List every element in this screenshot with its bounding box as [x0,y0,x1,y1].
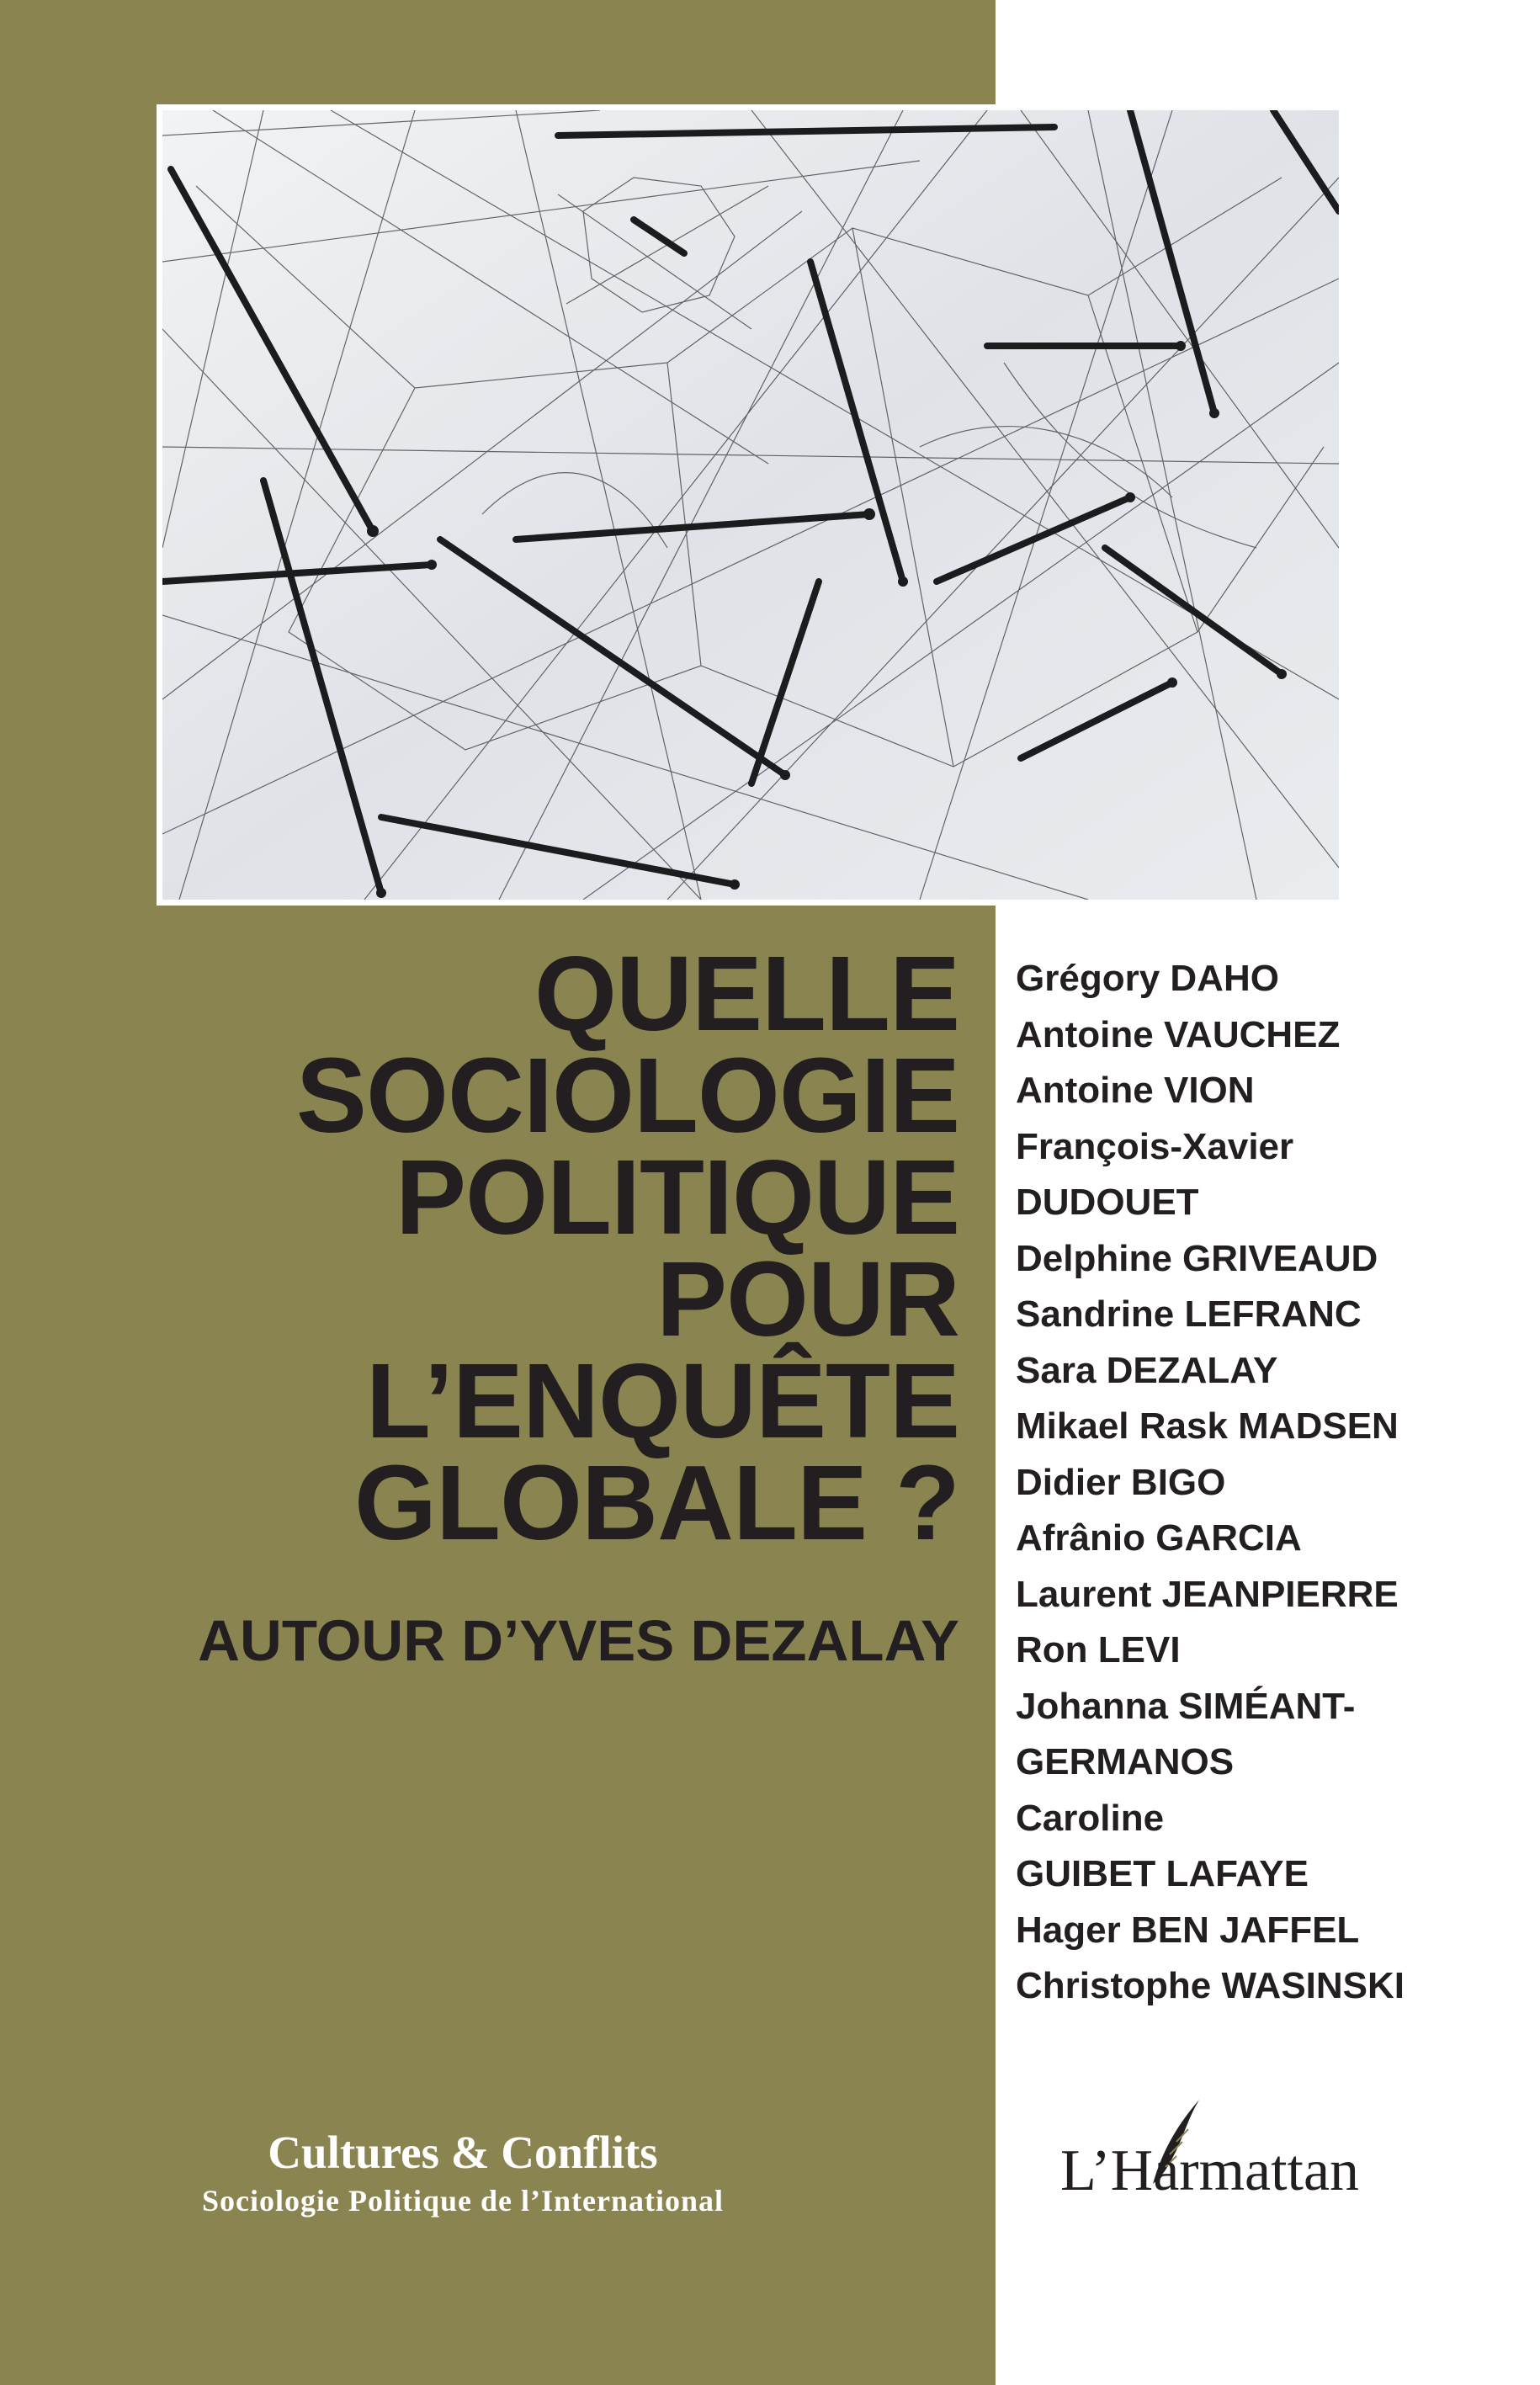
author-line: Laurent JEANPIERRE [1016,1573,1399,1615]
title-line: POUR [656,1240,959,1358]
cover-photo [157,104,1345,906]
author-line: Christophe WASINSKI [1016,1965,1405,2006]
publisher-logo [1060,2096,1414,2205]
author-line: GERMANOS [1016,1741,1235,1782]
title-line: SOCIOLOGIE [295,1036,959,1155]
author-line: Afrânio GARCIA [1016,1517,1302,1559]
book-subtitle: AUTOUR D’YVES DEZALAY [198,1608,959,1673]
title-line: L’ENQUÊTE [365,1341,959,1460]
author-list [1016,951,1521,2015]
author-line: Antoine VION [1016,1070,1255,1111]
collection-subtitle: Sociologie Politique de l’International [202,2184,724,2218]
author-line: Hager BEN JAFFEL [1016,1909,1360,1951]
title-line: POLITIQUE [395,1138,959,1256]
title-line: GLOBALE ? [354,1443,959,1562]
author-line: Delphine GRIVEAUD [1016,1237,1378,1279]
collection-name: Cultures & Conflits [268,2127,658,2178]
author-line: Grégory DAHO [1016,958,1279,999]
author-line: GUIBET LAFAYE [1016,1853,1309,1894]
collection-label [126,2125,799,2221]
author-line: Didier BIGO [1016,1461,1226,1503]
book-title [157,934,959,1562]
network-string-sculpture-photo [162,110,1339,900]
title-line: QUELLE [534,934,959,1053]
author-line: Johanna SIMÉANT- [1016,1685,1356,1727]
author-line: Sandrine LEFRANC [1016,1293,1362,1335]
author-line: Antoine VAUCHEZ [1016,1013,1341,1055]
author-line: Ron LEVI [1016,1629,1181,1671]
author-line: Mikael Rask MADSEN [1016,1405,1399,1447]
author-line: DUDOUET [1016,1182,1199,1223]
author-line: François-Xavier [1016,1125,1294,1167]
publisher-name: L’Harmattan [1060,2138,1360,2203]
author-line: Sara DEZALAY [1016,1349,1278,1391]
author-line: Caroline [1016,1797,1165,1839]
